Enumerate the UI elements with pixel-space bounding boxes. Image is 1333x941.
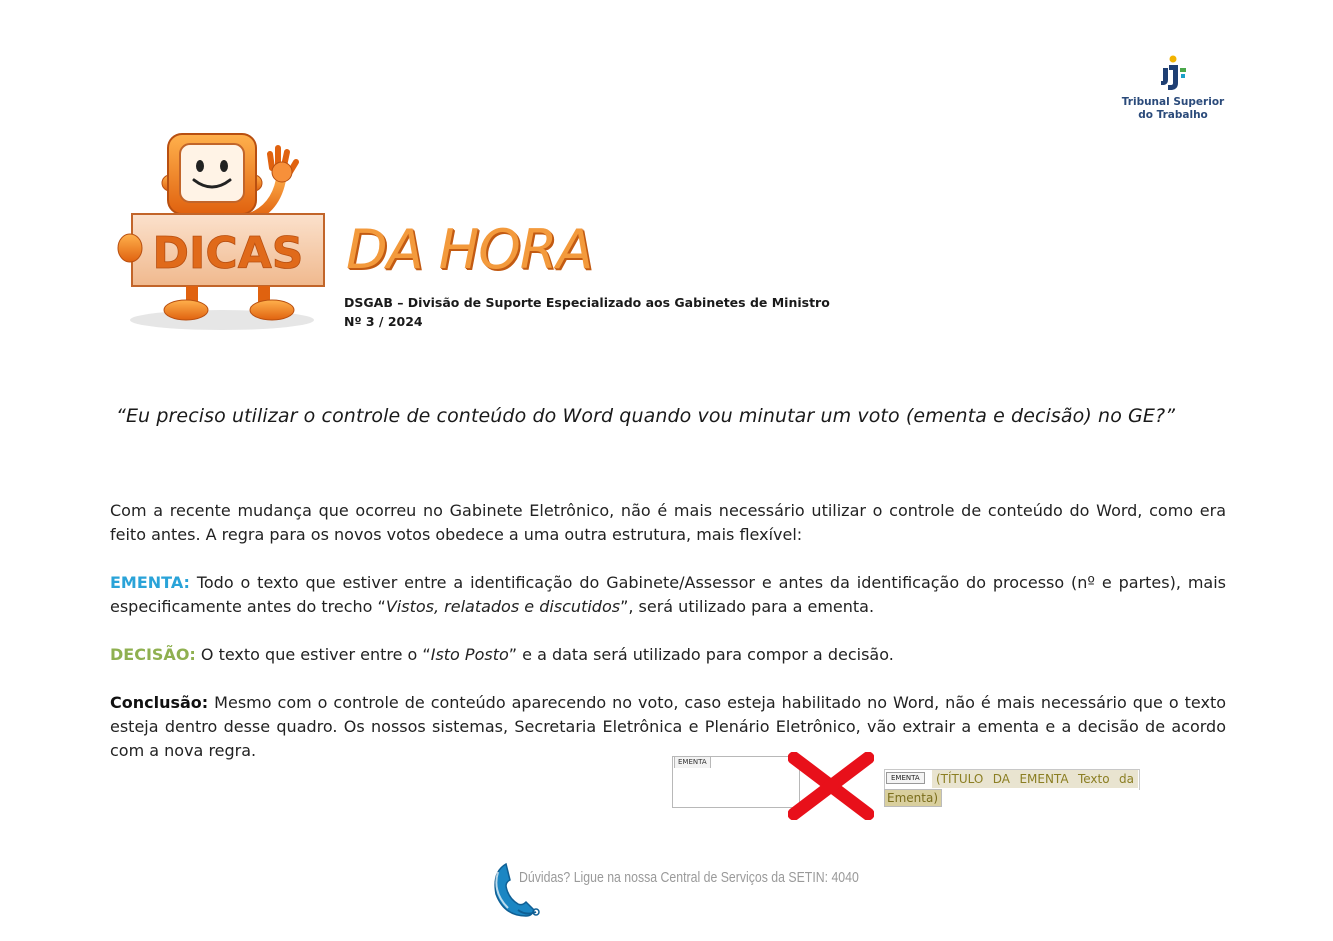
conclusao-paragraph <box>110 691 1226 763</box>
tst-logo <box>1118 54 1228 122</box>
decisao-text-a: O texto que estiver entre o “ <box>195 645 431 664</box>
decisao-paragraph <box>110 643 1226 667</box>
issue-number: Nº 3 / 2024 <box>344 314 423 329</box>
tst-name-line1: Tribunal Superior <box>1121 96 1225 108</box>
tst-emblem-icon <box>1153 54 1193 94</box>
cc-word: DA <box>992 772 1011 786</box>
brand-title: DA HORA <box>346 218 593 281</box>
header-info <box>344 293 830 331</box>
cc-word: da <box>1118 772 1134 786</box>
phone-icon <box>484 858 548 920</box>
footer-help-text: Dúvidas? Ligue na nossa Central de Serviços da SETIN: 4040 <box>519 869 859 886</box>
ementa-italic: Vistos, relatados e discutidos <box>385 597 621 616</box>
content-control-line2: Ementa) <box>884 789 942 807</box>
conclusao-label: Conclusão: <box>110 693 209 712</box>
dicas-mascot-icon <box>112 128 332 338</box>
ementa-text-a: Todo o texto que estiver entre a identificação do Gabinete/Assessor e antes da identificação do processo (nº e partes), mais especificamente antes do trecho “ <box>110 573 1226 616</box>
red-cross-icon <box>788 752 874 820</box>
decisao-text-b: ” e a data será utilizado para compor a decisão. <box>508 645 894 664</box>
cc-word: Texto <box>1077 772 1110 786</box>
content-control-line1 <box>932 770 1138 788</box>
cc-word: EMENTA <box>1019 772 1069 786</box>
ementa-text-b: ”, será utilizado para a ementa. <box>620 597 875 616</box>
ementa-paragraph <box>110 571 1226 619</box>
intro-paragraph: Com a recente mudança que ocorreu no Gabinete Eletrônico, não é mais necessário utilizar o controle de conteúdo do Word, como era feito antes. A regra para os novos votos obedece a uma outra estrutura, mais flexível: <box>110 501 1226 544</box>
dicas-sign-text: DICAS <box>152 228 304 279</box>
content-control-tag: EMENTA <box>886 772 925 784</box>
ementa-label: EMENTA: <box>110 573 190 592</box>
decisao-label: DECISÃO: <box>110 645 196 664</box>
conclusao-text: Mesmo com o controle de conteúdo aparecendo no voto, caso esteja habilitado no Word, não é mais necessário que o texto esteja dentro desse quadro. Os nossos sistemas, Secretaria Eletrônica e Plenário Eletrônico, vão extrair a ementa e a decisão de acordo com a nova regra. <box>110 693 1226 760</box>
question-heading: “Eu preciso utilizar o controle de conteúdo do Word quando vou minutar um voto (ementa e decisão) no GE?” <box>116 405 1176 427</box>
decisao-italic: Isto Posto <box>430 645 509 664</box>
division-name: DSGAB – Divisão de Suporte Especializado aos Gabinetes de Ministro <box>344 295 830 310</box>
cc-word: (TÍTULO <box>936 772 984 786</box>
content-control-tab: EMENTA <box>674 756 711 768</box>
tst-name-line2: do Trabalho <box>1138 109 1208 121</box>
